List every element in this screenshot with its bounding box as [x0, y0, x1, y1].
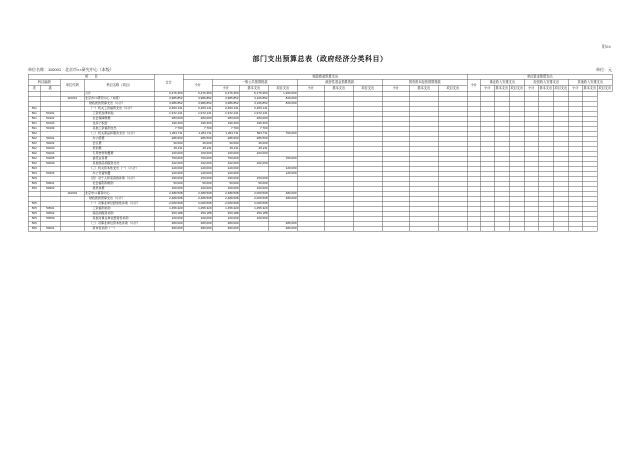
header-subcol: 基本支出	[495, 86, 509, 90]
empty-amount-cell	[509, 226, 524, 231]
subject-name-cell: （二）机关商品和服务支出（小计）	[84, 131, 154, 136]
unit-code-cell: 110001	[60, 96, 84, 101]
amount-cell: 50,000	[154, 181, 183, 186]
amount-cell: 102,000	[212, 161, 239, 166]
subject-name-cell: 北京市××研究中心（本级）	[84, 96, 154, 101]
amount-cell: 2,453,141	[154, 106, 183, 111]
amount-cell: 2,009,508	[183, 201, 212, 206]
amount-cell: 100,000	[154, 216, 183, 221]
subject-name-cell: 资本性补助（一）	[84, 226, 154, 231]
amount-cell: 1,456,320	[212, 206, 239, 211]
amount-cell: 3,986,852	[183, 101, 212, 106]
code-lei-cell: 502	[28, 131, 40, 136]
header-subcol: 项目支出	[438, 85, 467, 91]
code-kuan-cell: 50205	[40, 156, 60, 161]
code-lei-cell: 501	[28, 116, 40, 121]
table-row	[28, 226, 612, 231]
subject-name-cell: 委托业务费	[84, 156, 154, 161]
amount-cell: 6,476,360	[183, 91, 212, 96]
code-lei-cell: 501	[28, 126, 40, 131]
amount-cell: 480,000	[268, 221, 297, 226]
code-lei-cell: 501	[28, 121, 40, 126]
amount-cell: 2,453,141	[183, 106, 212, 111]
subject-name-cell: 财政拨款预算支出（小计）	[84, 101, 154, 106]
amount-cell: 50,000	[239, 181, 268, 186]
amount-cell: 2,009,508	[239, 191, 268, 196]
code-kuan-cell: 50101	[40, 111, 60, 116]
amount-cell: 100,000	[239, 186, 268, 191]
code-lei-cell: 505	[28, 201, 40, 206]
amount-cell: 3,166,852	[239, 101, 268, 106]
amount-cell: 1,263,711	[183, 131, 212, 136]
amount-cell: 480,000	[268, 226, 297, 231]
amount-cell: 45,211	[239, 146, 268, 151]
subject-name-cell: 商品和服务补助	[84, 211, 154, 216]
subject-name-cell: 住房公积金	[84, 121, 154, 126]
amount-cell: 45,211	[154, 146, 183, 151]
amount-cell: 700,000	[154, 156, 183, 161]
code-kuan-cell: 50199	[40, 126, 60, 131]
amount-cell: 453,188	[239, 211, 268, 216]
empty-amount-cell	[353, 226, 382, 231]
header-subgroup-zhengfuxing-jijin: 政府性基金预算拨款	[297, 79, 382, 85]
amount-cell: 480,000	[212, 226, 239, 231]
subject-name-cell: 其他商品和服务支出	[84, 161, 154, 166]
amount-cell: 102,000	[183, 161, 212, 166]
subject-name-cell: 工资福利补助	[84, 206, 154, 211]
header-subgroup-guoyou-ziben: 国有资本经营预算拨款	[382, 79, 467, 85]
amount-cell: 2,489,508	[212, 196, 239, 201]
header-subgroup-jingying-shouru: 经营收入安排支出	[524, 79, 568, 85]
subject-name-cell: （二）对事业单位资本性补助（小计）	[84, 221, 154, 226]
amount-cell: 30,000	[239, 141, 268, 146]
amount-cell: 480,000	[268, 191, 297, 196]
header-subcol: 基本支出	[583, 86, 597, 90]
code-kuan-cell: 50204	[40, 151, 60, 156]
amount-cell: 480,000	[154, 226, 183, 231]
code-kuan-cell: 50102	[40, 116, 60, 121]
unit-code-cell: 110002	[60, 191, 84, 196]
amount-cell: 3,166,852	[239, 96, 268, 101]
subject-name-cell: （四）对个人和家庭的补助（小计）	[84, 176, 154, 181]
code-lei-cell: 502	[28, 156, 40, 161]
empty-amount-cell	[538, 226, 553, 231]
header-subcol: 小计	[480, 85, 494, 91]
subject-name-cell: 培训费	[84, 146, 154, 151]
amount-cell: 30,000	[212, 141, 239, 146]
header-subgroup-shiye-shouru: 事业收入安排支出	[480, 79, 524, 85]
code-lei-cell: 505	[28, 206, 40, 211]
amount-cell: 2,009,508	[154, 201, 183, 206]
header-subcol: 基本支出	[409, 85, 438, 91]
subject-name-cell: （一）机关工资福利支出（小计）	[84, 106, 154, 111]
amount-cell: 190,300	[212, 121, 239, 126]
amount-cell: 190,300	[239, 121, 268, 126]
header-subcol: 项目支出	[510, 86, 524, 90]
amount-cell: 3,986,852	[183, 96, 212, 101]
code-lei-cell: 502	[28, 141, 40, 146]
amount-cell: 1,456,320	[239, 206, 268, 211]
subject-name-cell: 专用材料购置费	[84, 151, 154, 156]
amount-cell: 120,000	[154, 166, 183, 171]
header-kemu-mingcheng: 科目名称（项目）	[84, 79, 154, 91]
page-title: 部门支出预算总表（政府经济分类科目）	[252, 56, 388, 63]
code-kuan-cell: 50501	[40, 206, 60, 211]
subject-name-cell: 办公设备购置	[84, 171, 154, 176]
header-subcol: 基本支出	[239, 85, 268, 91]
header-danwei-daima: 单位代码	[60, 79, 84, 91]
code-lei-cell: 502	[28, 146, 40, 151]
code-lei-cell: 501	[28, 111, 40, 116]
empty-amount-cell	[438, 226, 467, 231]
amount-cell: 190,300	[183, 121, 212, 126]
code-kuan-cell: 50599	[40, 216, 60, 221]
amount-cell: 480,000	[268, 196, 297, 201]
amount-cell: 6,476,360	[212, 91, 239, 96]
code-lei-cell: 505	[28, 211, 40, 216]
amount-cell: 2,009,508	[239, 201, 268, 206]
empty-amount-cell	[524, 226, 538, 231]
header-group-danwei-zijin: 单位资金预算支出	[467, 74, 612, 79]
empty-amount-cell	[582, 226, 597, 231]
subject-name-cell: （一）对事业单位经常性补助（小计）	[84, 201, 154, 206]
code-kuan-cell: 50902	[40, 186, 60, 191]
unit-name-label: 单位名称：110001 北京市××研究中心（本级）	[28, 67, 114, 72]
amount-cell: 7,700	[183, 126, 212, 131]
header-subcol: 项目支出	[268, 85, 297, 91]
amount-cell: 1,300,000	[268, 91, 297, 96]
amount-cell: 5,176,360	[239, 91, 268, 96]
amount-cell: 563,711	[239, 131, 268, 136]
amount-cell: 100,000	[212, 151, 239, 156]
amount-cell: 286,500	[239, 136, 268, 141]
code-lei-cell: 506	[28, 221, 40, 226]
code-lei-cell: 501	[28, 106, 40, 111]
amount-cell: 283,000	[212, 116, 239, 121]
amount-cell: 45,211	[183, 146, 212, 151]
budget-table-body	[28, 91, 612, 231]
code-kuan-cell: 50502	[40, 211, 60, 216]
amount-cell: 2,453,141	[239, 106, 268, 111]
amount-cell: 2,489,508	[183, 196, 212, 201]
code-lei-cell: 502	[28, 151, 40, 156]
code-kuan-cell: 50202	[40, 141, 60, 146]
amount-cell: 100,000	[183, 216, 212, 221]
amount-cell: 100,000	[239, 216, 268, 221]
amount-cell: 3,986,852	[212, 101, 239, 106]
amount-cell: 120,000	[154, 171, 183, 176]
amount-cell: 453,188	[183, 211, 212, 216]
amount-cell: 100,000	[183, 151, 212, 156]
amount-cell: 100,000	[212, 216, 239, 221]
amount-cell: 453,188	[212, 211, 239, 216]
code-lei-cell: 509	[28, 176, 40, 181]
amount-cell: 120,000	[268, 171, 297, 176]
unit-currency-label: 单位：元	[596, 67, 612, 72]
code-lei-cell: 505	[28, 216, 40, 221]
subject-name-cell: 财政拨款预算支出（小计）	[84, 196, 154, 201]
amount-cell: 120,000	[268, 166, 297, 171]
amount-cell: 150,000	[154, 176, 183, 181]
header-xiangmu: 项 目	[28, 74, 154, 79]
amount-cell: 7,700	[212, 126, 239, 131]
code-lei-cell: 503	[28, 166, 40, 171]
amount-cell: 30,000	[154, 141, 183, 146]
amount-cell: 190,300	[154, 121, 183, 126]
header-subgroup-qita-shouru: 其他收入安排支出	[568, 79, 612, 85]
code-lei-cell: 502	[28, 136, 40, 141]
amount-cell: 120,000	[212, 166, 239, 171]
amount-cell: 480,000	[212, 221, 239, 226]
amount-cell: 2,009,508	[239, 196, 268, 201]
amount-cell: 2,453,141	[212, 106, 239, 111]
empty-amount-cell	[409, 226, 438, 231]
amount-cell: 120,000	[212, 171, 239, 176]
header-heji: 合计	[154, 74, 183, 91]
subject-name-cell: 其他工资福利支出	[84, 126, 154, 131]
amount-cell: 30,000	[183, 141, 212, 146]
subject-name-cell: 社会保障缴费	[84, 116, 154, 121]
form-number: 附04	[601, 44, 611, 49]
empty-amount-cell	[382, 226, 409, 231]
amount-cell: 6,476,360	[154, 91, 183, 96]
code-lei-cell: 502	[28, 161, 40, 166]
code-kuan-cell: 50601	[40, 226, 60, 231]
amount-cell: 286,500	[154, 136, 183, 141]
header-subcol: 基本支出	[539, 86, 553, 90]
amount-cell: 1,972,141	[212, 111, 239, 116]
amount-cell: 7,700	[154, 126, 183, 131]
amount-cell: 120,000	[183, 166, 212, 171]
amount-cell: 7,700	[239, 126, 268, 131]
subject-name-cell: 北京市××事务中心	[84, 191, 154, 196]
amount-cell: 283,000	[154, 116, 183, 121]
amount-cell: 45,211	[212, 146, 239, 151]
amount-cell: 1,263,711	[154, 131, 183, 136]
amount-cell: 1,456,320	[154, 206, 183, 211]
amount-cell: 3,986,852	[154, 101, 183, 106]
amount-cell: 700,000	[183, 156, 212, 161]
amount-cell: 2,489,508	[154, 191, 183, 196]
header-b-xiaoji: 小计	[467, 79, 480, 91]
unit-code-cell	[60, 226, 84, 231]
header-kemu-bianma: 科目编码	[28, 79, 60, 85]
amount-cell: 1,972,141	[239, 111, 268, 116]
amount-cell: 150,000	[239, 176, 268, 181]
subject-name-cell: 其他对事业单位经常性补助	[84, 216, 154, 221]
amount-cell: 100,000	[239, 151, 268, 156]
amount-cell: 2,489,508	[154, 196, 183, 201]
subject-name-cell: 离退休费	[84, 186, 154, 191]
code-lei-cell: 503	[28, 171, 40, 176]
amount-cell: 100,000	[154, 186, 183, 191]
amount-cell: 100,000	[183, 186, 212, 191]
subject-name-cell: 会议费	[84, 141, 154, 146]
amount-cell: 1,456,320	[183, 206, 212, 211]
header-subcol: 小计	[212, 85, 239, 91]
amount-cell: 150,000	[183, 176, 212, 181]
code-kuan-cell: 50203	[40, 146, 60, 151]
amount-cell: 1,972,141	[183, 111, 212, 116]
amount-cell: 1,263,711	[212, 131, 239, 136]
header-lei: 类	[28, 85, 40, 91]
amount-cell: 286,500	[212, 136, 239, 141]
amount-cell: 286,500	[183, 136, 212, 141]
code-kuan-cell: 50201	[40, 136, 60, 141]
code-lei-cell: 509	[28, 186, 40, 191]
amount-cell: 283,000	[239, 116, 268, 121]
code-kuan-cell: 50901	[40, 181, 60, 186]
amount-cell: 700,000	[212, 156, 239, 161]
header-subcol: 小计	[297, 85, 324, 91]
header-subcol: 小计	[524, 85, 538, 91]
amount-cell: 480,000	[183, 221, 212, 226]
empty-amount-cell	[297, 226, 324, 231]
amount-cell: 2,009,508	[212, 201, 239, 206]
amount-cell: 120,000	[183, 171, 212, 176]
code-kuan-cell: 50299	[40, 161, 60, 166]
header-subcol: 小计	[568, 85, 582, 91]
subject-name-cell: 工资奖金津补贴	[84, 111, 154, 116]
header-a-xiaoji: 小计	[183, 79, 212, 91]
code-kuan-cell: 50306	[40, 171, 60, 176]
header-group-caizheng-bokuan: 财政拨款预算支出	[183, 74, 467, 79]
amount-cell: 700,000	[268, 156, 297, 161]
amount-cell: 1,972,141	[154, 111, 183, 116]
amount-cell: 480,000	[183, 226, 212, 231]
header-subcol: 小计	[382, 85, 409, 91]
amount-cell: 3,986,852	[154, 96, 183, 101]
amount-cell: 102,000	[239, 161, 268, 166]
empty-amount-cell	[553, 226, 568, 231]
header-subcol: 项目支出	[554, 86, 568, 90]
subject-name-cell: 合计	[84, 91, 154, 96]
code-lei-cell: 506	[28, 226, 40, 231]
amount-cell: 3,986,852	[212, 96, 239, 101]
amount-cell: 100,000	[154, 151, 183, 156]
empty-amount-cell	[467, 226, 480, 231]
header-subcol: 基本支出	[324, 85, 353, 91]
empty-amount-cell	[494, 226, 509, 231]
amount-cell: 102,000	[154, 161, 183, 166]
amount-cell: 820,000	[268, 96, 297, 101]
header-subcol: 项目支出	[598, 86, 612, 90]
amount-cell: 50,000	[212, 181, 239, 186]
subject-name-cell: （三）机关资本性支出（一）（小计）	[84, 166, 154, 171]
budget-table-wrapper	[28, 74, 640, 230]
amount-cell: 2,489,508	[183, 191, 212, 196]
amount-cell: 820,000	[268, 101, 297, 106]
amount-cell: 100,000	[212, 186, 239, 191]
amount-cell: 50,000	[183, 181, 212, 186]
empty-amount-cell	[324, 226, 353, 231]
empty-amount-cell	[568, 226, 582, 231]
code-lei-cell: 509	[28, 181, 40, 186]
amount-cell: 480,000	[154, 221, 183, 226]
header-subcol: 项目支出	[353, 85, 382, 91]
amount-cell: 150,000	[212, 176, 239, 181]
subject-name-cell: 办公经费	[84, 136, 154, 141]
table-meta-row	[28, 67, 612, 73]
amount-cell: 453,188	[154, 211, 183, 216]
empty-amount-cell	[480, 226, 494, 231]
header-subgroup-yiban-gonggong: 一般公共预算拨款	[212, 79, 297, 85]
amount-cell: 283,000	[183, 116, 212, 121]
header-kuan: 款	[40, 85, 60, 91]
budget-table	[28, 74, 613, 232]
subject-name-cell: 社会福利和救助	[84, 181, 154, 186]
code-kuan-cell: 50103	[40, 121, 60, 126]
amount-cell: 700,000	[268, 131, 297, 136]
amount-cell: 2,489,508	[212, 191, 239, 196]
empty-amount-cell	[239, 226, 268, 231]
